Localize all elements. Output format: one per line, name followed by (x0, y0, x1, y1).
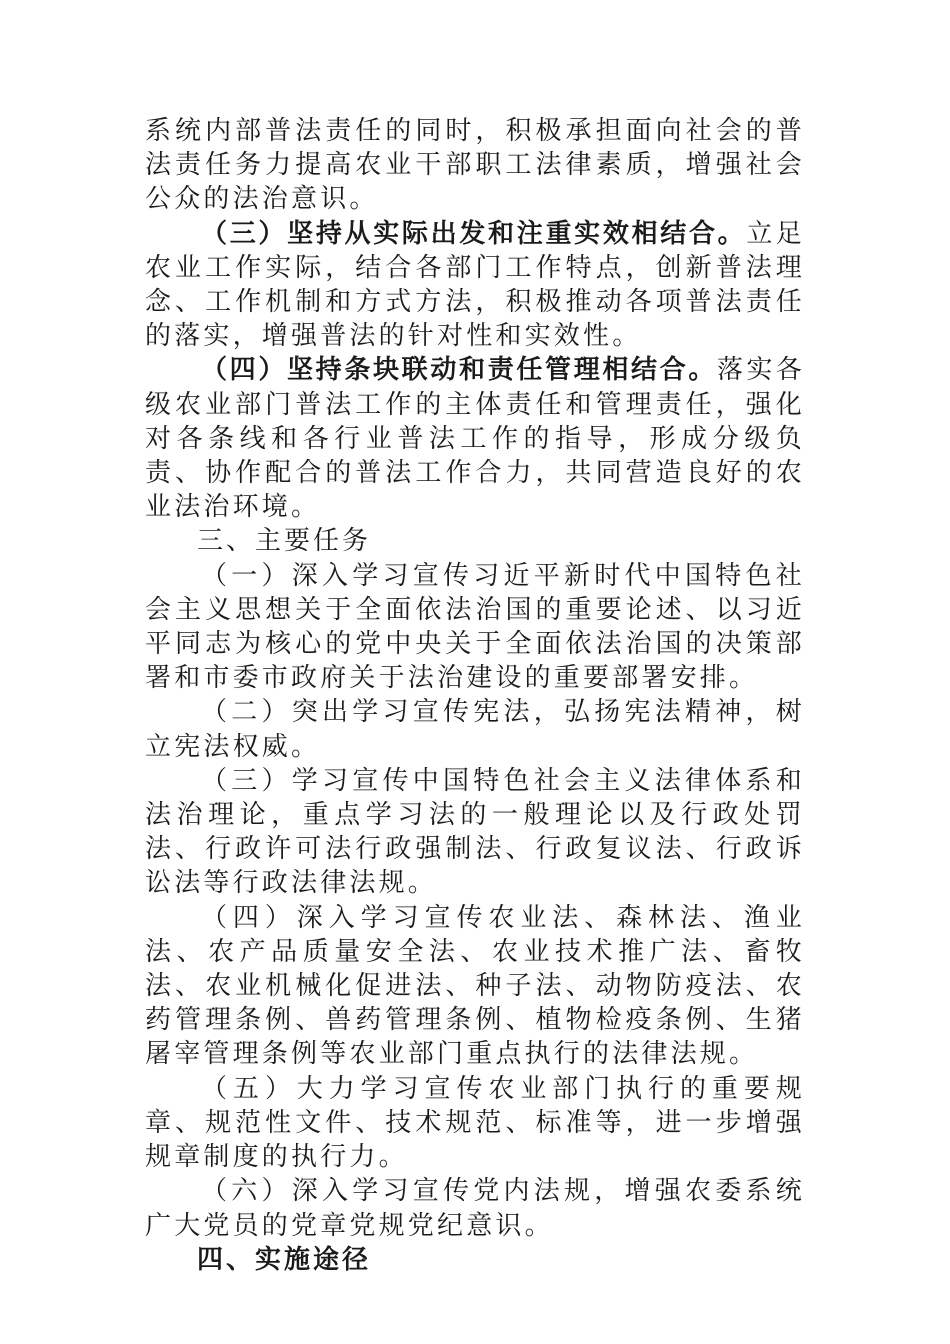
task-item-6: （六）深入学习宣传党内法规，增强农委系统广大党员的党章党规党纪意识。 (145, 1176, 805, 1241)
document-page (145, 114, 805, 1277)
task-item-5: （五）大力学习宣传农业部门执行的重要规章、规范性文件、技术规范、标准等，进一步增强规章制度的执行力。 (145, 1073, 805, 1173)
principle-three-body: 立足农业工作实际，结合各部门工作特点，创新普法理念、工作机制和方式方法，积极推动各项普法责任的落实，增强普法的针对性和实效性。 (145, 218, 805, 352)
principle-three-title: （三）坚持从实际出发和注重实效相结合。 (201, 218, 747, 249)
section-heading-implementation: 四、实施途径 (197, 1244, 372, 1275)
task-item-4: （四）深入学习宣传农业法、森林法、渔业法、农产品质量安全法、农业技术推广法、畜牧法、农业机械化促进法、种子法、动物防疫法、农药管理条例、兽药管理条例、植物检疫条例、生猪屠宰管理条例等农业部门重点执行的法律法规。 (145, 902, 805, 1070)
principle-four-title: （四）坚持条块联动和责任管理相结合。 (201, 355, 718, 386)
paragraph-continuation (145, 114, 805, 217)
task-item-3: （三）学习宣传中国特色社会主义法律体系和法治理论，重点学习法的一般理论以及行政处罚法、行政许可法行政强制法、行政复议法、行政诉讼法等行政法律法规。 (145, 765, 805, 899)
section-heading-main-tasks: 三、主要任务 (197, 526, 372, 557)
principle-four (145, 353, 805, 524)
task-item-2: （二）突出学习宣传宪法，弘扬宪法精神，树立宪法权威。 (145, 697, 805, 762)
principle-four-body: 落实各级农业部门普法工作的主体责任和管理责任，强化对各条线和各行业普法工作的指导，形成分级负责、协作配合的普法工作合力，共同营造良好的农业法治环境。 (145, 355, 805, 523)
task-item-1: （一）深入学习宣传习近平新时代中国特色社会主义思想关于全面依法治国的重要论述、以习近平同志为核心的党中央关于全面依法治国的决策部署和市委市政府关于法治建设的重要部署安排。 (145, 560, 805, 694)
paragraph-text: 系统内部普法责任的同时，积极承担面向社会的普法责任务力提高农业干部职工法律素质，增强社会公众的法治意识。 (145, 116, 805, 215)
principle-three (145, 217, 805, 354)
